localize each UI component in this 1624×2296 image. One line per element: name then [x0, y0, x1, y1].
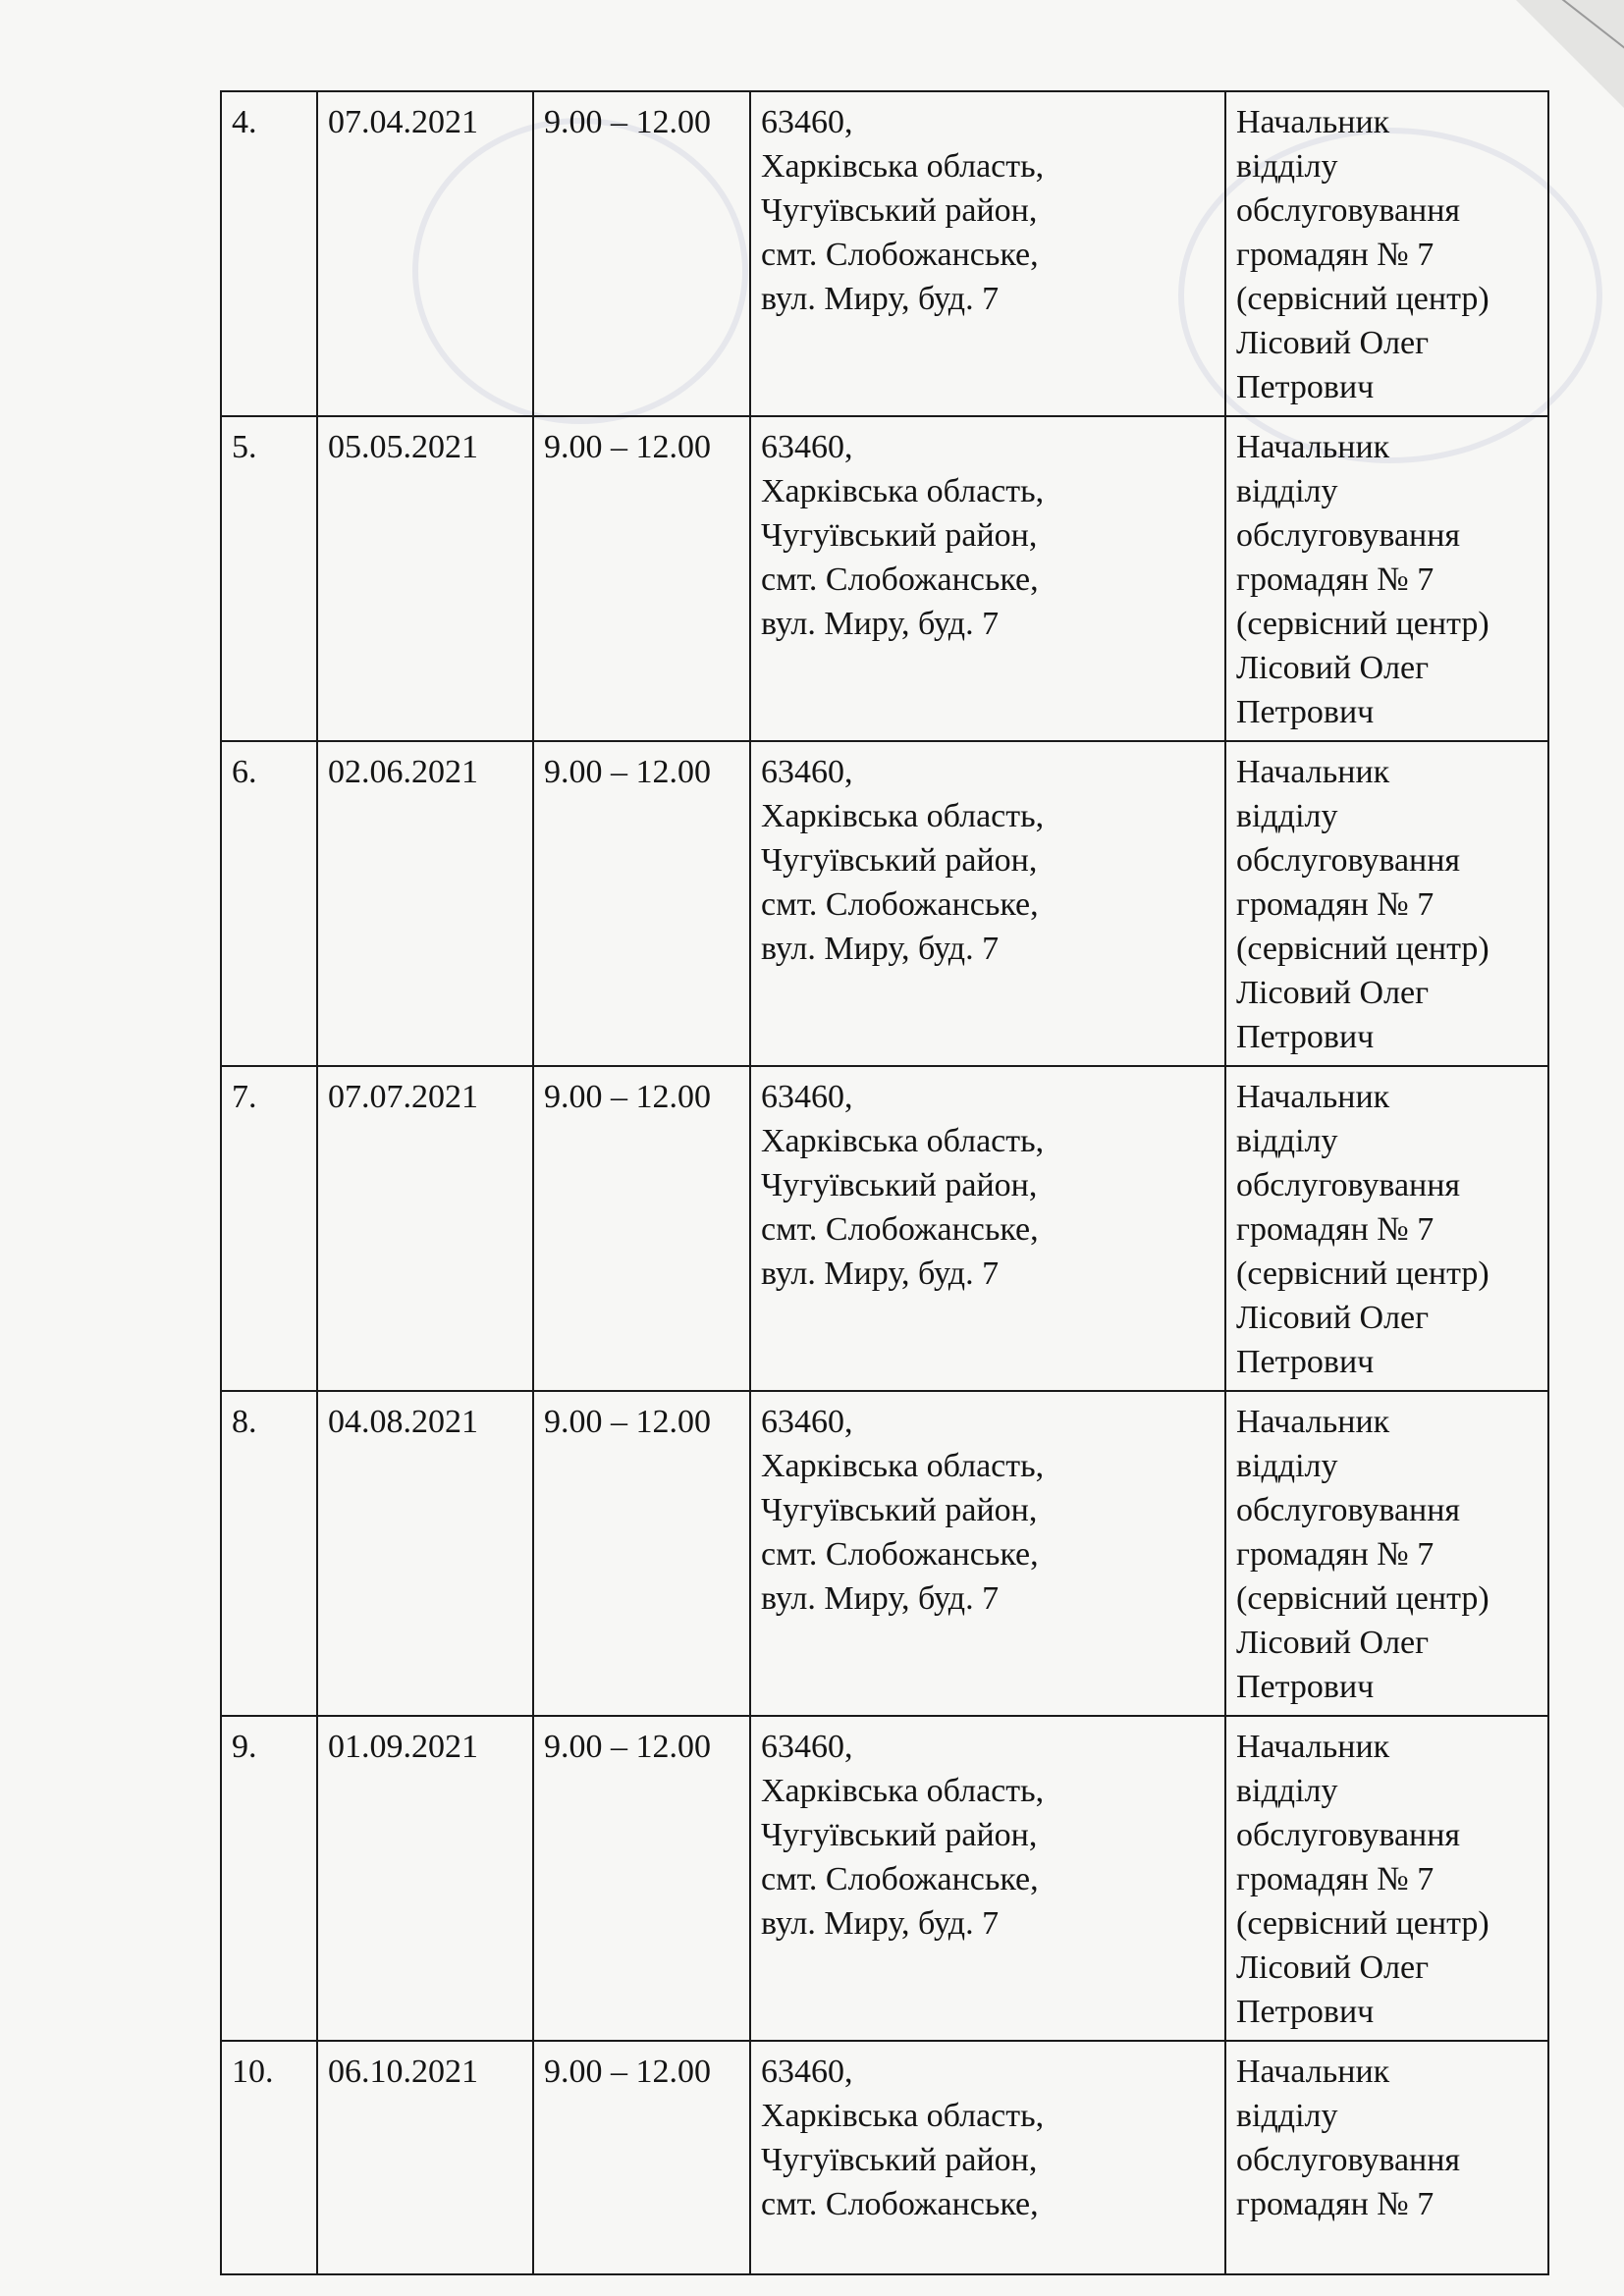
responsible-line: громадян № 7	[1236, 237, 1435, 273]
responsible-line: обслуговування	[1236, 1817, 1461, 1853]
address-line: вул. Миру, буд. 7	[761, 281, 1000, 317]
responsible-line: громадян № 7	[1236, 886, 1435, 923]
reception-date-cell: 04.08.2021	[317, 1391, 533, 1716]
responsible-line: відділу	[1236, 148, 1338, 185]
responsible-line: обслуговування	[1236, 192, 1461, 229]
responsible-line: громадян № 7	[1236, 2186, 1435, 2222]
table-row	[221, 91, 1548, 416]
address-line: Чугуївський район,	[761, 517, 1038, 554]
responsible-line: громадян № 7	[1236, 1536, 1435, 1573]
responsible-line: Петрович	[1236, 1669, 1375, 1705]
address-line: Харківська область,	[761, 798, 1045, 834]
address-line: Харківська область,	[761, 1123, 1045, 1159]
address-line: Харківська область,	[761, 1773, 1045, 1809]
table-row	[221, 741, 1548, 1066]
responsible-person-cell	[1225, 1716, 1548, 2041]
address-line: Чугуївський район,	[761, 1167, 1038, 1203]
responsible-line: відділу	[1236, 2098, 1338, 2134]
address-line: вул. Миру, буд. 7	[761, 931, 1000, 967]
responsible-line: Петрович	[1236, 369, 1375, 405]
reception-schedule-table	[220, 90, 1549, 2275]
row-number-cell: 4.	[221, 91, 317, 416]
reception-time-cell: 9.00 – 12.00	[533, 1066, 750, 1391]
responsible-line: Петрович	[1236, 1019, 1375, 1055]
reception-address-cell	[750, 1391, 1225, 1716]
reception-time-cell: 9.00 – 12.00	[533, 741, 750, 1066]
address-line: 63460,	[761, 429, 853, 465]
responsible-line: громадян № 7	[1236, 1861, 1435, 1897]
responsible-line: Начальник	[1236, 429, 1390, 465]
responsible-line: (сервісний центр)	[1236, 606, 1489, 642]
schedule-body	[221, 91, 1548, 2274]
reception-time-cell: 9.00 – 12.00	[533, 91, 750, 416]
responsible-line: Лісовий Олег	[1236, 325, 1430, 361]
address-line: 63460,	[761, 1079, 853, 1115]
address-line: смт. Слобожанське,	[761, 1211, 1039, 1248]
reception-address-cell	[750, 1066, 1225, 1391]
address-line: Чугуївський район,	[761, 1492, 1038, 1528]
responsible-line: (сервісний центр)	[1236, 1580, 1489, 1617]
table-row	[221, 1066, 1548, 1391]
address-line: смт. Слобожанське,	[761, 2186, 1039, 2222]
responsible-line: (сервісний центр)	[1236, 931, 1489, 967]
responsible-line: (сервісний центр)	[1236, 1255, 1489, 1292]
address-line: смт. Слобожанське,	[761, 1861, 1039, 1897]
address-line: Харківська область,	[761, 473, 1045, 509]
address-line: смт. Слобожанське,	[761, 886, 1039, 923]
address-line: вул. Миру, буд. 7	[761, 1905, 1000, 1942]
address-line: смт. Слобожанське,	[761, 561, 1039, 598]
responsible-line: обслуговування	[1236, 1167, 1461, 1203]
table-row	[221, 416, 1548, 741]
address-line: вул. Миру, буд. 7	[761, 1580, 1000, 1617]
address-line: вул. Миру, буд. 7	[761, 1255, 1000, 1292]
address-line: 63460,	[761, 1404, 853, 1440]
responsible-line: Начальник	[1236, 104, 1390, 140]
responsible-person-cell	[1225, 1066, 1548, 1391]
row-number-cell: 7.	[221, 1066, 317, 1391]
reception-date-cell: 07.04.2021	[317, 91, 533, 416]
responsible-line: Начальник	[1236, 1404, 1390, 1440]
reception-time-cell: 9.00 – 12.00	[533, 1391, 750, 1716]
responsible-line: Лісовий Олег	[1236, 1625, 1430, 1661]
table-row	[221, 2041, 1548, 2274]
address-line: Чугуївський район,	[761, 1817, 1038, 1853]
responsible-person-cell	[1225, 416, 1548, 741]
reception-address-cell	[750, 91, 1225, 416]
address-line: 63460,	[761, 2054, 853, 2090]
responsible-person-cell	[1225, 91, 1548, 416]
responsible-line: відділу	[1236, 798, 1338, 834]
address-line: смт. Слобожанське,	[761, 237, 1039, 273]
responsible-line: обслуговування	[1236, 517, 1461, 554]
responsible-line: (сервісний центр)	[1236, 281, 1489, 317]
address-line: Харківська область,	[761, 2098, 1045, 2134]
row-number-cell: 10.	[221, 2041, 317, 2274]
responsible-person-cell	[1225, 741, 1548, 1066]
reception-date-cell: 05.05.2021	[317, 416, 533, 741]
reception-address-cell	[750, 741, 1225, 1066]
responsible-line: відділу	[1236, 1123, 1338, 1159]
responsible-line: відділу	[1236, 1773, 1338, 1809]
responsible-line: відділу	[1236, 1448, 1338, 1484]
responsible-line: Начальник	[1236, 1729, 1390, 1765]
responsible-person-cell	[1225, 1391, 1548, 1716]
address-line: 63460,	[761, 754, 853, 790]
address-line: смт. Слобожанське,	[761, 1536, 1039, 1573]
reception-time-cell: 9.00 – 12.00	[533, 1716, 750, 2041]
responsible-line: Начальник	[1236, 754, 1390, 790]
responsible-line: Лісовий Олег	[1236, 975, 1430, 1011]
responsible-line: громадян № 7	[1236, 561, 1435, 598]
reception-date-cell: 02.06.2021	[317, 741, 533, 1066]
responsible-line: Лісовий Олег	[1236, 1300, 1430, 1336]
responsible-line: Лісовий Олег	[1236, 1949, 1430, 1986]
row-number-cell: 6.	[221, 741, 317, 1066]
address-line: Чугуївський район,	[761, 192, 1038, 229]
row-number-cell: 8.	[221, 1391, 317, 1716]
reception-date-cell: 07.07.2021	[317, 1066, 533, 1391]
responsible-line: відділу	[1236, 473, 1338, 509]
responsible-line: обслуговування	[1236, 842, 1461, 879]
address-line: вул. Миру, буд. 7	[761, 606, 1000, 642]
reception-time-cell: 9.00 – 12.00	[533, 2041, 750, 2274]
reception-address-cell	[750, 2041, 1225, 2274]
responsible-person-cell	[1225, 2041, 1548, 2274]
reception-time-cell: 9.00 – 12.00	[533, 416, 750, 741]
address-line: 63460,	[761, 1729, 853, 1765]
reception-address-cell	[750, 1716, 1225, 2041]
address-line: Харківська область,	[761, 1448, 1045, 1484]
responsible-line: Начальник	[1236, 1079, 1390, 1115]
row-number-cell: 5.	[221, 416, 317, 741]
reception-date-cell: 01.09.2021	[317, 1716, 533, 2041]
responsible-line: Петрович	[1236, 694, 1375, 730]
table-row	[221, 1391, 1548, 1716]
responsible-line: обслуговування	[1236, 1492, 1461, 1528]
address-line: Харківська область,	[761, 148, 1045, 185]
responsible-line: Лісовий Олег	[1236, 650, 1430, 686]
row-number-cell: 9.	[221, 1716, 317, 2041]
responsible-line: Петрович	[1236, 1344, 1375, 1380]
responsible-line: громадян № 7	[1236, 1211, 1435, 1248]
table-row	[221, 1716, 1548, 2041]
responsible-line: Петрович	[1236, 1994, 1375, 2030]
responsible-line: обслуговування	[1236, 2142, 1461, 2178]
reception-address-cell	[750, 416, 1225, 741]
address-line: 63460,	[761, 104, 853, 140]
responsible-line: (сервісний центр)	[1236, 1905, 1489, 1942]
responsible-line: Начальник	[1236, 2054, 1390, 2090]
reception-date-cell: 06.10.2021	[317, 2041, 533, 2274]
address-line: Чугуївський район,	[761, 842, 1038, 879]
address-line: Чугуївський район,	[761, 2142, 1038, 2178]
